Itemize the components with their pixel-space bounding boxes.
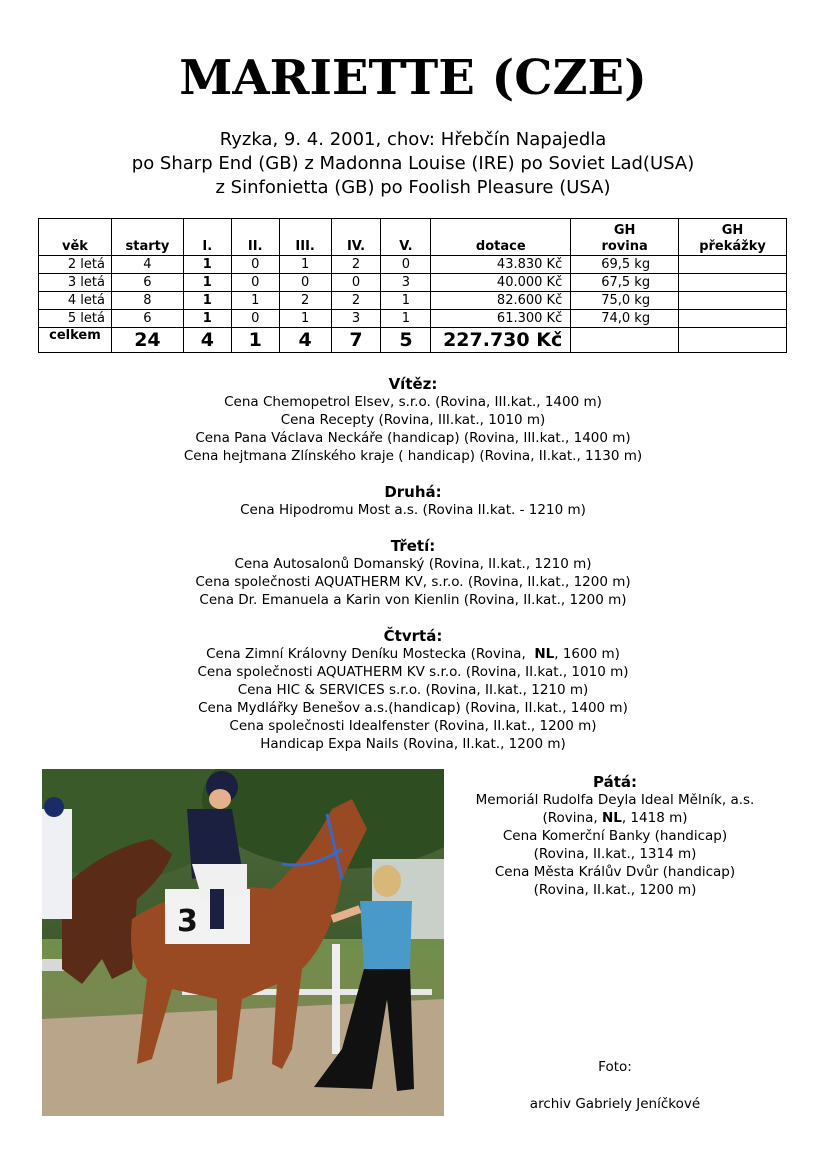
list-item	[455, 809, 775, 827]
header-third: III.	[279, 219, 331, 256]
second-place-group	[0, 483, 826, 519]
cell-starts: 8	[111, 292, 183, 310]
cell-prize: 43.830 Kč	[431, 256, 571, 274]
pedigree-line: Ryzka, 9. 4. 2001, chov: Hřebčín Napajedla	[219, 129, 607, 150]
cell-first: 1	[183, 292, 231, 310]
item-text: Cena Zimní Královny Deníku Mostecka (Rovina,	[206, 646, 535, 662]
list-item: Cena společnosti Idealfenster (Rovina, II.kat., 1200 m)	[229, 718, 597, 734]
table-header-row	[39, 219, 787, 256]
cell-third: 1	[279, 310, 331, 328]
table-row	[39, 292, 787, 310]
third-place-group	[0, 537, 826, 609]
list-item: Cena Hipodromu Most a.s. (Rovina II.kat. - 1210 m)	[240, 502, 586, 518]
horse-photo	[42, 769, 444, 1116]
header-gh-flat	[571, 219, 679, 256]
header-gh-jump-line1: GH	[721, 223, 744, 238]
cell-fifth: 3	[381, 274, 431, 292]
list-item: Cena společnosti AQUATHERM KV, s.r.o. (Rovina, II.kat., 1200 m)	[195, 574, 631, 590]
fourth-heading: Čtvrtá:	[383, 627, 443, 645]
cell-first: 1	[183, 256, 231, 274]
item-bold: NL	[601, 810, 622, 826]
table-row	[39, 310, 787, 328]
fourth-place-group	[0, 627, 826, 753]
list-item: Cena Chemopetrol Elsev, s.r.o. (Rovina, III.kat., 1400 m)	[224, 394, 602, 410]
header-gh-jump	[679, 219, 787, 256]
list-item: Cena HIC & SERVICES s.r.o. (Rovina, II.kat., 1210 m)	[237, 682, 589, 698]
list-item: Memoriál Rudolfa Deyla Ideal Mělník, a.s.	[475, 792, 755, 808]
cell-prize: 61.300 Kč	[431, 310, 571, 328]
cell-second: 0	[231, 274, 279, 292]
cell-age: 4 letá	[39, 292, 112, 310]
list-item: Cena Dr. Emanuela a Karin von Kienlin (Rovina, II.kat., 1200 m)	[199, 592, 627, 608]
list-item: Cena společnosti AQUATHERM KV s.r.o. (Rovina, II.kat., 1010 m)	[197, 664, 629, 680]
cell-gh-flat: 67,5 kg	[571, 274, 679, 292]
total-fifth: 5	[381, 328, 431, 353]
cell-starts: 6	[111, 310, 183, 328]
cell-fifth: 1	[381, 310, 431, 328]
race-results	[0, 375, 826, 771]
list-item: (Rovina, II.kat., 1200 m)	[533, 882, 697, 898]
header-gh-flat-line1: GH	[613, 223, 636, 238]
race-statistics-table	[38, 218, 787, 353]
pedigree-line: po Sharp End (GB) z Madonna Louise (IRE) po Soviet Lad(USA)	[131, 153, 695, 174]
cell-third: 0	[279, 274, 331, 292]
header-age: věk	[39, 219, 112, 256]
third-heading: Třetí:	[390, 537, 436, 555]
header-first: I.	[183, 219, 231, 256]
pedigree-line: z Sinfonietta (GB) po Foolish Pleasure (USA)	[215, 177, 611, 198]
cell-gh-jump	[679, 256, 787, 274]
list-item: Cena Města Králův Dvůr (handicap)	[494, 864, 736, 880]
list-item: Cena Autosalonů Domanský (Rovina, II.kat., 1210 m)	[234, 556, 592, 572]
table-total-row	[39, 328, 787, 353]
cell-first: 1	[183, 274, 231, 292]
cell-age: 3 letá	[39, 274, 112, 292]
item-bold: NL	[534, 646, 555, 662]
cell-starts: 4	[111, 256, 183, 274]
cell-starts: 6	[111, 274, 183, 292]
cell-age: 5 letá	[39, 310, 112, 328]
total-second: 1	[231, 328, 279, 353]
item-text: (Rovina,	[542, 810, 602, 826]
total-label: celkem	[39, 328, 112, 353]
cell-first: 1	[183, 310, 231, 328]
second-heading: Druhá:	[384, 483, 442, 501]
cell-fifth: 1	[381, 292, 431, 310]
cell-gh-jump	[679, 292, 787, 310]
cell-gh-jump	[679, 310, 787, 328]
winner-group	[0, 375, 826, 465]
cell-second: 0	[231, 256, 279, 274]
list-item: (Rovina, II.kat., 1314 m)	[533, 846, 697, 862]
total-gh-flat	[571, 328, 679, 353]
cell-fifth: 0	[381, 256, 431, 274]
cell-prize: 40.000 Kč	[431, 274, 571, 292]
photo-credit-name: archiv Gabriely Jeníčkové	[529, 1096, 701, 1112]
cell-age: 2 letá	[39, 256, 112, 274]
photo-credit-label: Foto:	[598, 1059, 632, 1075]
list-item: Cena hejtmana Zlínského kraje ( handicap) (Rovina, II.kat., 1130 m)	[183, 448, 643, 464]
item-text: , 1600 m)	[554, 646, 620, 662]
header-starts: starty	[111, 219, 183, 256]
cell-gh-flat: 74,0 kg	[571, 310, 679, 328]
total-prize: 227.730 Kč	[431, 328, 571, 353]
total-first: 4	[183, 328, 231, 353]
cell-second: 1	[231, 292, 279, 310]
fifth-place-group	[455, 773, 775, 899]
cell-gh-flat: 75,0 kg	[571, 292, 679, 310]
header-fifth: V.	[381, 219, 431, 256]
header-second: II.	[231, 219, 279, 256]
header-fourth: IV.	[331, 219, 381, 256]
cell-fourth: 3	[331, 310, 381, 328]
total-starts: 24	[111, 328, 183, 353]
item-text: , 1418 m)	[621, 810, 688, 826]
header-gh-flat-line2: rovina	[601, 239, 648, 254]
list-item: Cena Pana Václava Neckáře (handicap) (Rovina, III.kat., 1400 m)	[195, 430, 631, 446]
cell-third: 2	[279, 292, 331, 310]
table-row	[39, 256, 787, 274]
cell-fourth: 2	[331, 256, 381, 274]
cell-fourth: 0	[331, 274, 381, 292]
list-item	[0, 645, 826, 663]
header-prize: dotace	[431, 219, 571, 256]
list-item: Cena Mydlářky Benešov a.s.(handicap) (Rovina, II.kat., 1400 m)	[198, 700, 628, 716]
table-row	[39, 274, 787, 292]
cell-gh-flat: 69,5 kg	[571, 256, 679, 274]
horse-name-title: MARIETTE (CZE)	[179, 50, 647, 106]
header-gh-jump-line2: překážky	[699, 239, 766, 254]
fifth-heading: Pátá:	[592, 773, 637, 791]
cell-second: 0	[231, 310, 279, 328]
cell-prize: 82.600 Kč	[431, 292, 571, 310]
total-fourth: 7	[331, 328, 381, 353]
saddle-number: 3	[177, 904, 198, 939]
list-item: Handicap Expa Nails (Rovina, II.kat., 1200 m)	[260, 736, 566, 752]
cell-third: 1	[279, 256, 331, 274]
total-third: 4	[279, 328, 331, 353]
list-item: Cena Komerční Banky (handicap)	[502, 828, 728, 844]
winner-heading: Vítěz:	[388, 375, 438, 393]
cell-gh-jump	[679, 274, 787, 292]
pedigree-block	[0, 128, 826, 200]
list-item: Cena Recepty (Rovina, III.kat., 1010 m)	[280, 412, 546, 428]
total-gh-jump	[679, 328, 787, 353]
cell-fourth: 2	[331, 292, 381, 310]
